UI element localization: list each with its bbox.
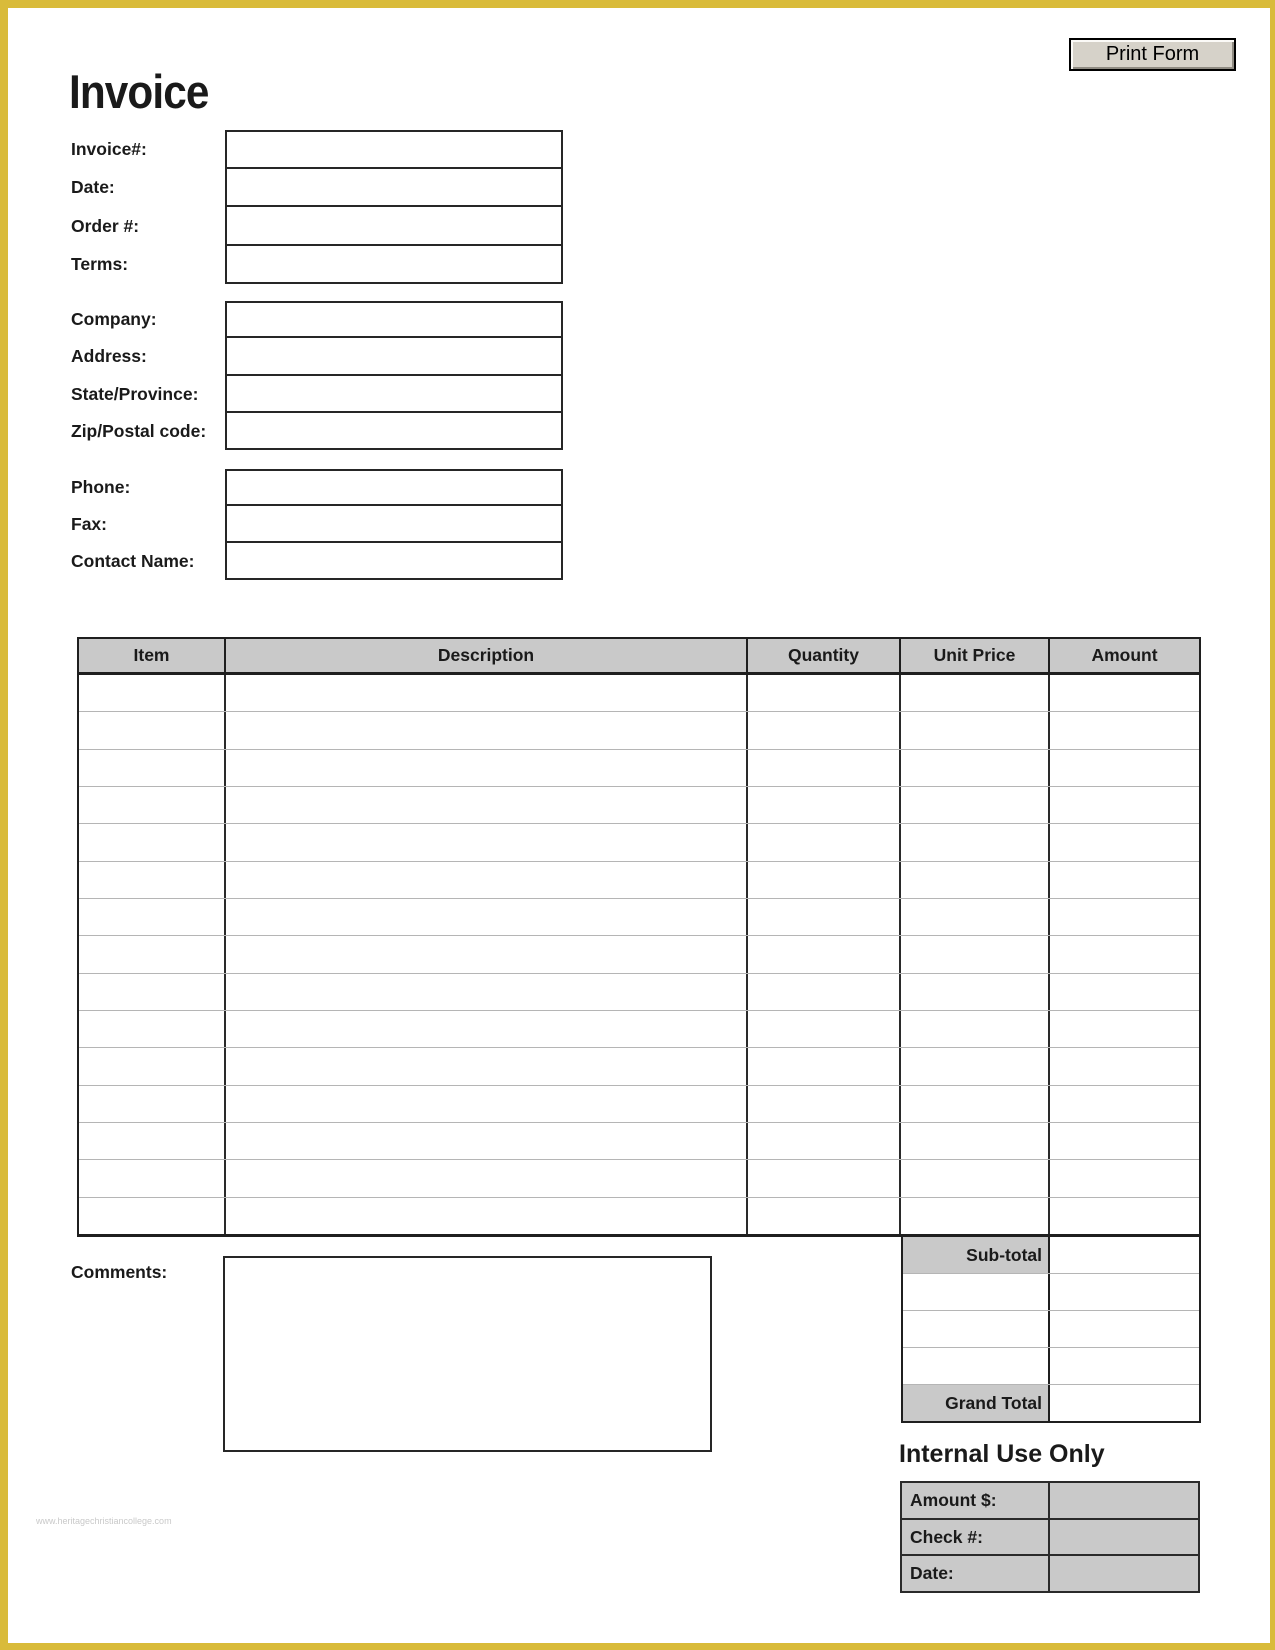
subtotal-row xyxy=(903,1237,1199,1274)
unit-price-cell[interactable] xyxy=(901,862,1050,898)
totals-blank-label-cell[interactable] xyxy=(903,1311,1050,1347)
contact-info-group xyxy=(71,469,563,580)
quantity-cell[interactable] xyxy=(748,899,901,935)
unit-price-cell[interactable] xyxy=(901,1160,1050,1196)
description-cell[interactable] xyxy=(226,750,748,786)
quantity-cell[interactable] xyxy=(748,787,901,823)
unit-price-column-header: Unit Price xyxy=(901,639,1050,672)
terms-field[interactable] xyxy=(225,246,563,285)
internal-check-row xyxy=(902,1520,1198,1557)
quantity-cell[interactable] xyxy=(748,974,901,1010)
quantity-column-header: Quantity xyxy=(748,639,901,672)
quantity-cell[interactable] xyxy=(748,1198,901,1234)
fax-label: Fax: xyxy=(71,514,107,534)
unit-price-cell[interactable] xyxy=(901,1123,1050,1159)
quantity-cell[interactable] xyxy=(748,1123,901,1159)
description-cell[interactable] xyxy=(226,712,748,748)
item-row xyxy=(79,862,1199,899)
quantity-cell[interactable] xyxy=(748,712,901,748)
quantity-cell[interactable] xyxy=(748,1086,901,1122)
order-number-label: Order #: xyxy=(71,215,140,236)
totals-section xyxy=(901,1237,1201,1423)
description-cell[interactable] xyxy=(226,1011,748,1047)
amount-cell[interactable] xyxy=(1050,750,1199,786)
items-table-header xyxy=(77,637,1201,675)
amount-cell[interactable] xyxy=(1050,1198,1199,1234)
totals-blank-row xyxy=(903,1311,1199,1348)
contact-name-field[interactable] xyxy=(225,543,563,580)
description-cell[interactable] xyxy=(226,1086,748,1122)
unit-price-cell[interactable] xyxy=(901,1011,1050,1047)
state-province-field[interactable] xyxy=(225,376,563,413)
description-cell[interactable] xyxy=(226,1160,748,1196)
description-cell[interactable] xyxy=(226,936,748,972)
amount-cell[interactable] xyxy=(1050,862,1199,898)
grand-total-row xyxy=(903,1385,1199,1421)
item-row xyxy=(79,675,1199,712)
zip-postal-code-field[interactable] xyxy=(225,413,563,450)
item-cell[interactable] xyxy=(79,862,226,898)
totals-blank-value-cell[interactable] xyxy=(1050,1311,1199,1347)
invoice-info-group xyxy=(71,130,563,284)
item-row xyxy=(79,750,1199,787)
item-row xyxy=(79,824,1199,861)
internal-check-label: Check #: xyxy=(902,1520,1050,1555)
company-info-group xyxy=(71,301,563,450)
item-column-header: Item xyxy=(79,639,226,672)
quantity-cell[interactable] xyxy=(748,1048,901,1084)
quantity-cell[interactable] xyxy=(748,750,901,786)
quantity-cell[interactable] xyxy=(748,1011,901,1047)
item-cell[interactable] xyxy=(79,1048,226,1084)
item-row xyxy=(79,1048,1199,1085)
unit-price-cell[interactable] xyxy=(901,712,1050,748)
internal-date-row xyxy=(902,1556,1198,1591)
item-row xyxy=(79,1160,1199,1197)
internal-date-value-cell[interactable] xyxy=(1050,1556,1198,1591)
grand-total-label: Grand Total xyxy=(903,1385,1050,1421)
description-column-header: Description xyxy=(226,639,748,672)
quantity-cell[interactable] xyxy=(748,936,901,972)
invoice-number-label: Invoice#: xyxy=(71,138,147,159)
item-row xyxy=(79,1198,1199,1234)
description-cell[interactable] xyxy=(226,862,748,898)
amount-cell[interactable] xyxy=(1050,936,1199,972)
print-form-button[interactable]: Print Form xyxy=(1069,38,1236,71)
unit-price-cell[interactable] xyxy=(901,824,1050,860)
amount-cell[interactable] xyxy=(1050,1011,1199,1047)
item-row xyxy=(79,1123,1199,1160)
unit-price-cell[interactable] xyxy=(901,1198,1050,1234)
totals-blank-value-cell[interactable] xyxy=(1050,1348,1199,1384)
amount-column-header: Amount xyxy=(1091,645,1158,665)
item-cell[interactable] xyxy=(79,712,226,748)
item-cell[interactable] xyxy=(79,1086,226,1122)
amount-cell[interactable] xyxy=(1050,974,1199,1010)
invoice-number-field[interactable] xyxy=(225,130,563,169)
watermark-text: www.heritagechristiancollege.com xyxy=(36,1516,172,1526)
amount-cell[interactable] xyxy=(1050,1160,1199,1196)
internal-amount-value-cell[interactable] xyxy=(1050,1483,1198,1518)
comments-label: Comments: xyxy=(71,1262,168,1282)
phone-field[interactable] xyxy=(225,469,563,506)
items-table-body xyxy=(77,675,1201,1237)
internal-use-heading: Internal Use Only xyxy=(899,1440,1105,1468)
totals-blank-row xyxy=(903,1348,1199,1385)
unit-price-cell[interactable] xyxy=(901,675,1050,711)
item-row xyxy=(79,899,1199,936)
internal-amount-row xyxy=(902,1483,1198,1520)
amount-cell[interactable] xyxy=(1050,675,1199,711)
quantity-cell[interactable] xyxy=(748,1160,901,1196)
item-cell[interactable] xyxy=(79,974,226,1010)
company-field[interactable] xyxy=(225,301,563,338)
item-row xyxy=(79,936,1199,973)
internal-use-table xyxy=(900,1481,1200,1593)
quantity-cell[interactable] xyxy=(748,824,901,860)
description-cell[interactable] xyxy=(226,1048,748,1084)
internal-amount-label: Amount $: xyxy=(902,1483,1050,1518)
comments-box[interactable] xyxy=(223,1256,712,1452)
company-label: Company: xyxy=(71,309,157,330)
item-row xyxy=(79,712,1199,749)
description-cell[interactable] xyxy=(226,1198,748,1234)
address-field[interactable] xyxy=(225,338,563,375)
totals-blank-row xyxy=(903,1274,1199,1311)
item-row xyxy=(79,787,1199,824)
unit-price-cell[interactable] xyxy=(901,936,1050,972)
items-table xyxy=(77,637,1201,1237)
item-row xyxy=(79,1011,1199,1048)
amount-cell[interactable] xyxy=(1050,1123,1199,1159)
fax-field[interactable] xyxy=(225,506,563,543)
description-cell[interactable] xyxy=(226,974,748,1010)
totals-blank-value-cell[interactable] xyxy=(1050,1274,1199,1310)
item-cell[interactable] xyxy=(79,936,226,972)
amount-cell[interactable] xyxy=(1050,824,1199,860)
amount-cell[interactable] xyxy=(1050,1048,1199,1084)
totals-blank-label-cell[interactable] xyxy=(903,1274,1050,1310)
subtotal-label: Sub-total xyxy=(903,1237,1050,1273)
contact-name-label: Contact Name: xyxy=(71,551,195,571)
unit-price-cell[interactable] xyxy=(901,899,1050,935)
item-cell[interactable] xyxy=(79,787,226,823)
terms-label: Terms: xyxy=(71,254,129,275)
page-title: Invoice xyxy=(69,65,209,118)
state-province-label: State/Province: xyxy=(71,383,199,404)
internal-check-value-cell[interactable] xyxy=(1050,1520,1198,1555)
internal-date-label: Date: xyxy=(902,1556,1050,1591)
item-row xyxy=(79,974,1199,1011)
description-cell[interactable] xyxy=(226,1123,748,1159)
amount-cell[interactable] xyxy=(1050,787,1199,823)
item-cell[interactable] xyxy=(79,1123,226,1159)
unit-price-cell[interactable] xyxy=(901,1086,1050,1122)
description-cell[interactable] xyxy=(226,787,748,823)
description-cell[interactable] xyxy=(226,675,748,711)
date-field[interactable] xyxy=(225,169,563,208)
unit-price-cell[interactable] xyxy=(901,974,1050,1010)
totals-blank-label-cell[interactable] xyxy=(903,1348,1050,1384)
item-cell[interactable] xyxy=(79,1011,226,1047)
item-cell[interactable] xyxy=(79,899,226,935)
unit-price-cell[interactable] xyxy=(901,750,1050,786)
amount-cell[interactable] xyxy=(1050,899,1199,935)
date-label: Date: xyxy=(71,177,115,198)
item-cell[interactable] xyxy=(79,675,226,711)
item-cell[interactable] xyxy=(79,750,226,786)
quantity-cell[interactable] xyxy=(748,675,901,711)
item-row xyxy=(79,1086,1199,1123)
grand-total-value-cell[interactable] xyxy=(1050,1385,1199,1421)
unit-price-cell[interactable] xyxy=(901,1048,1050,1084)
phone-label: Phone: xyxy=(71,477,131,497)
unit-price-cell[interactable] xyxy=(901,787,1050,823)
zip-postal-code-label: Zip/Postal code: xyxy=(71,420,207,441)
quantity-cell[interactable] xyxy=(748,862,901,898)
item-cell[interactable] xyxy=(79,1198,226,1234)
description-cell[interactable] xyxy=(226,824,748,860)
address-label: Address: xyxy=(71,346,147,367)
item-cell[interactable] xyxy=(79,824,226,860)
amount-cell[interactable] xyxy=(1050,1086,1199,1122)
amount-cell[interactable] xyxy=(1050,712,1199,748)
description-cell[interactable] xyxy=(226,899,748,935)
item-cell[interactable] xyxy=(79,1160,226,1196)
subtotal-value-cell[interactable] xyxy=(1050,1237,1199,1273)
order-number-field[interactable] xyxy=(225,207,563,246)
